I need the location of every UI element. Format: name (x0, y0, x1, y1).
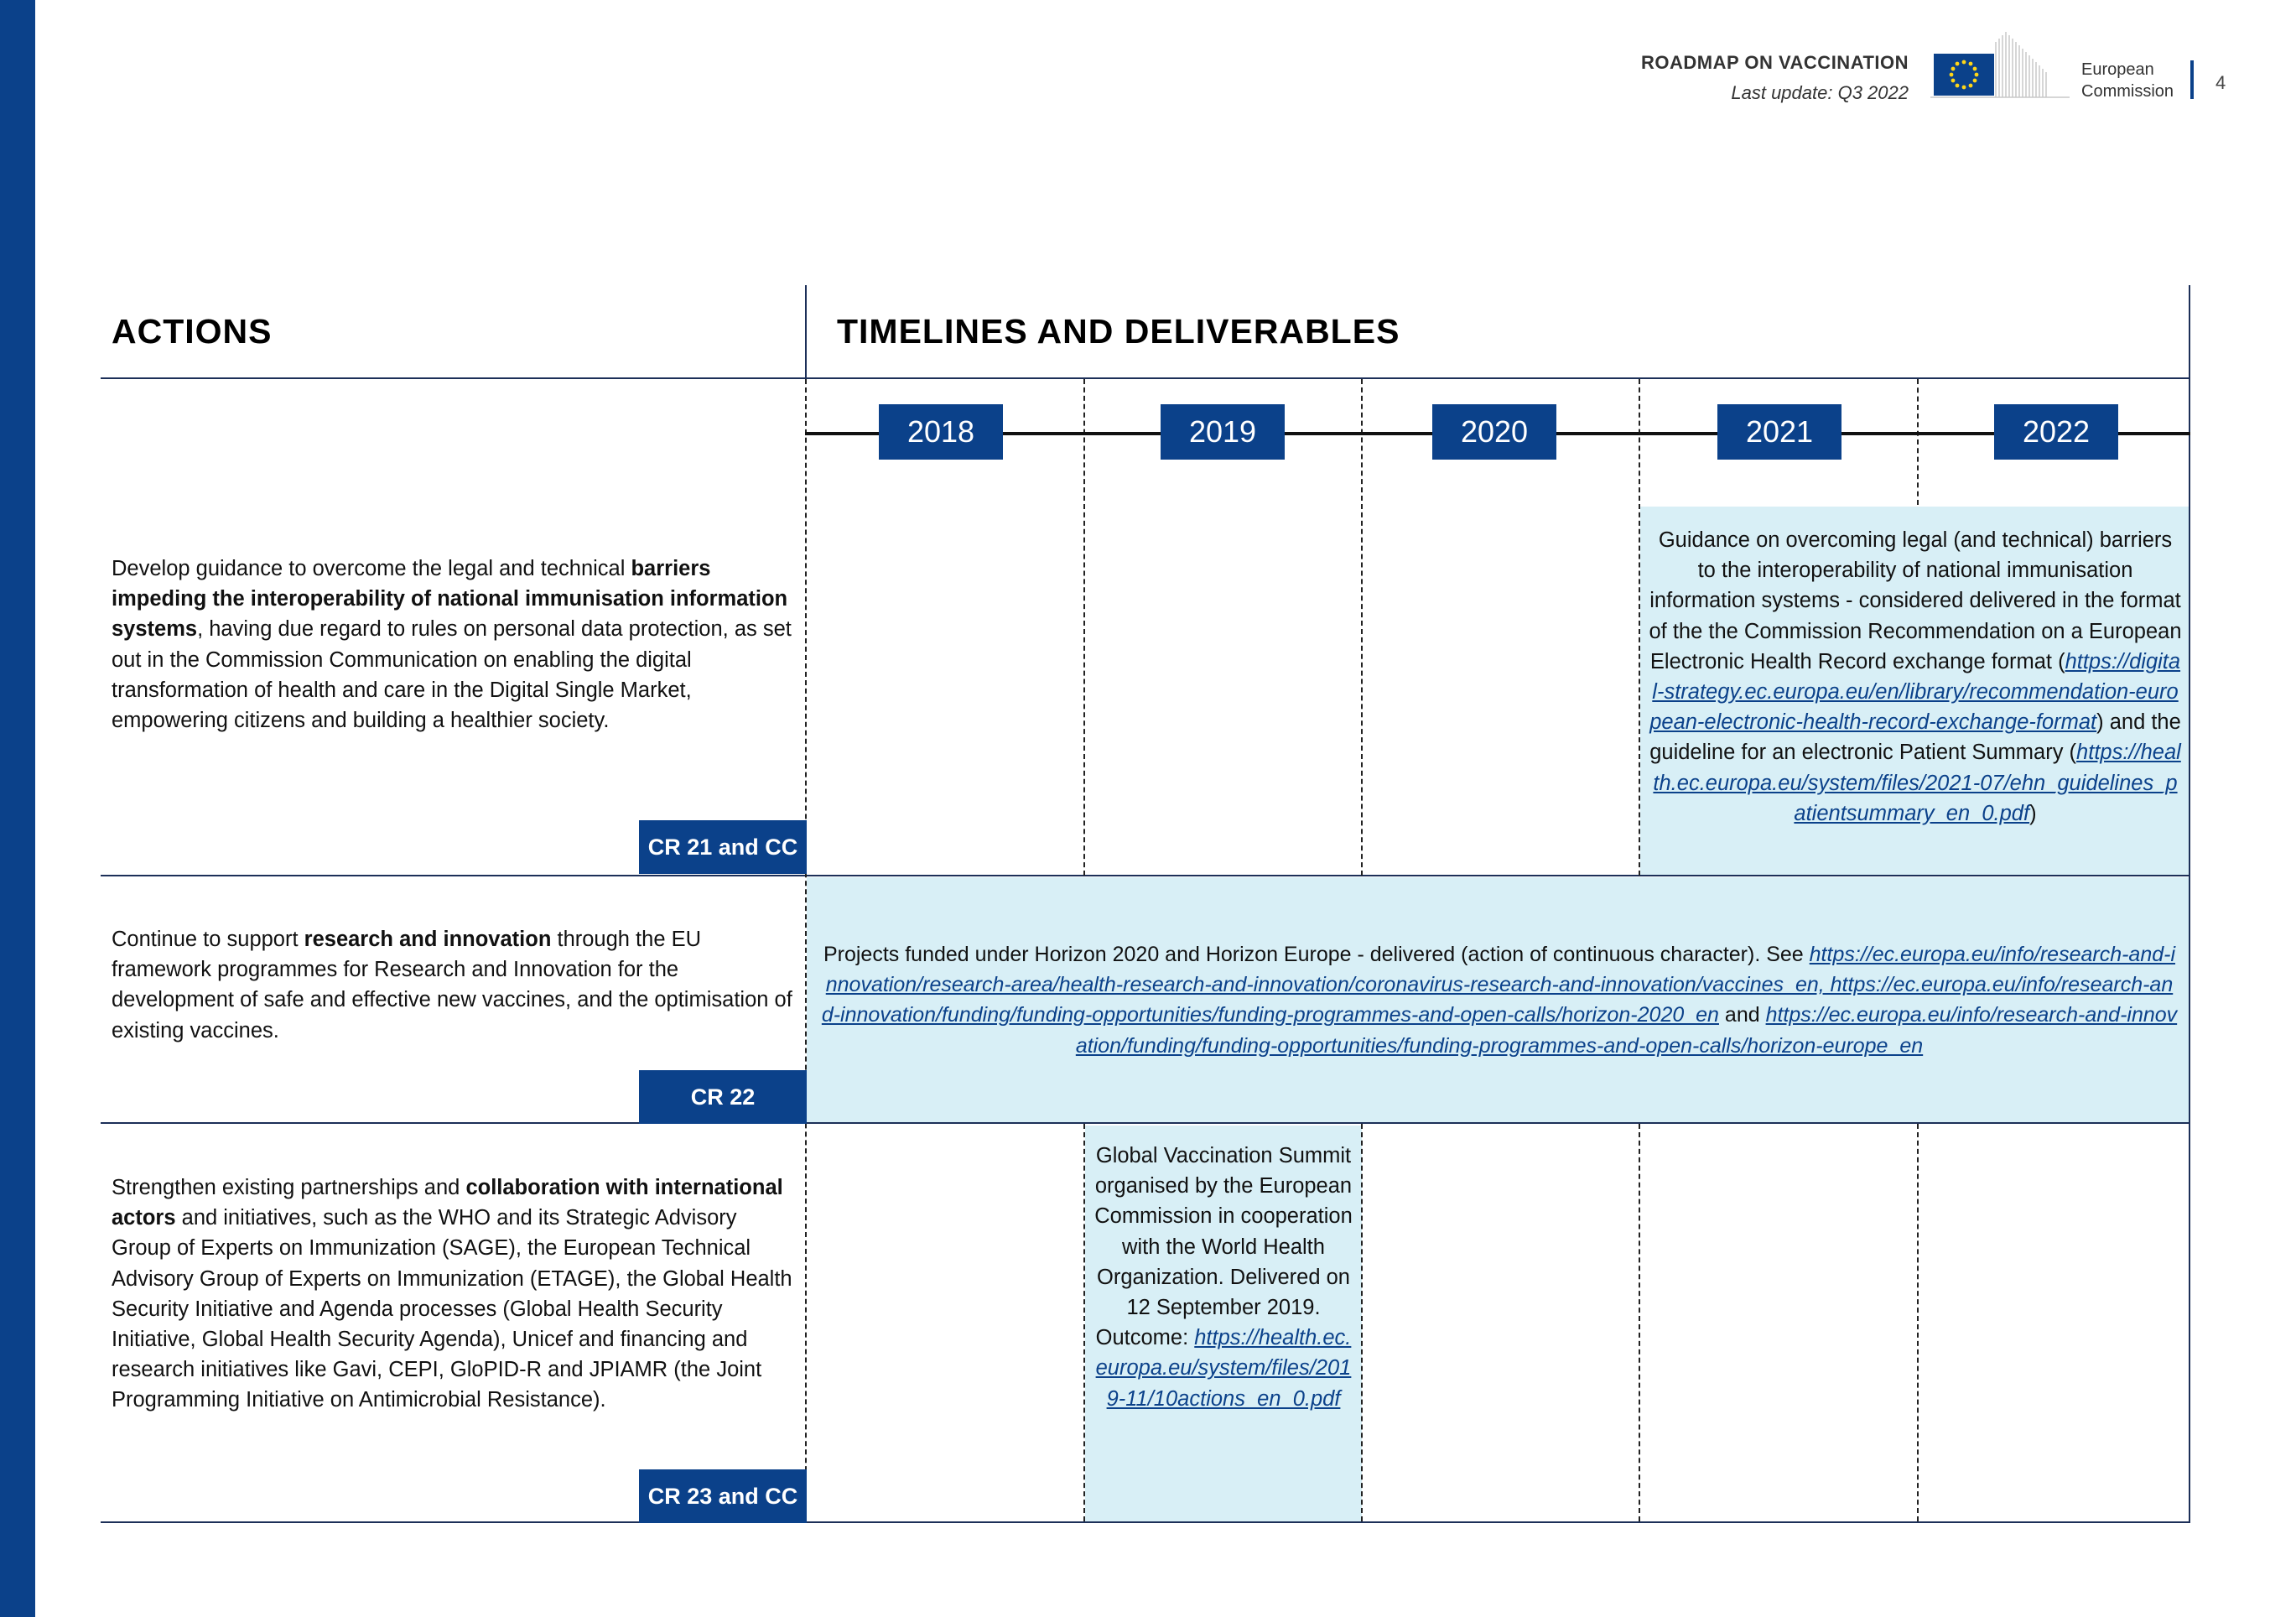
header-divider (2190, 60, 2194, 99)
year-label-2022: 2022 (1994, 404, 2118, 460)
year-divider (805, 379, 807, 1521)
table-bottom-border (101, 1521, 2190, 1523)
deliverable-link[interactable]: https://ec.europa.eu/info/research-and-innovation/funding/funding-opportunities/funding-programmes-and-open-calls/horizon-europe_en (1075, 1003, 2178, 1058)
year-divider (1639, 379, 1640, 876)
action-description-row2: Continue to support research and innovation through the EU framework programmes for Research and Innovation for the development of safe and effective new vaccines, and the optimisation of existing vaccines. (112, 928, 792, 1042)
year-label-2019: 2019 (1161, 404, 1285, 460)
page-number: 4 (2215, 72, 2226, 93)
left-brand-stripe (0, 0, 35, 1617)
year-divider (1083, 379, 1085, 876)
deliverable-text-row2: Projects funded under Horizon 2020 and Horizon Europe - delivered (action of continuous character). See https://ec.europa.eu/info/research-and-innovation/research-area/health-research-and-innovation/coronavirus-research-and-innovation/vaccines_en, https://ec.europa.eu/info/research-and-innovation/funding/funding-opportunities/funding-programmes-and-open-calls/horizon-2020_en and https://ec.europa.eu/info/research-and-innovation/funding/funding-opportunities/funding-programmes-and-open-calls/horizon-europe_en (821, 943, 2178, 1058)
deliverable-text-row3: Global Vaccination Summit organised by the European Commission in cooperation with the World Health Organization. Delivered on 12 September 2019. Outcome: https://health.ec.europa.eu/system/files/2019-11/10actions_en_0.pdf (1094, 1144, 1353, 1411)
deliverable-link[interactable]: https://digital-strategy.ec.europa.eu/en/library/recommendation-european-electronic-health-record-exchange-format (1649, 649, 2181, 735)
action-description-row3: Strengthen existing partnerships and collaboration with international actors and initiatives, such as the WHO and its Strategic Advisory Group of Experts on Immunization (SAGE), the European Technical Advisory Group of Experts on Immunization (ETAGE), the Global Health Security Initiative and Agenda processes (Global Health Security Initiative, Global Health Security Agenda), Unicef and financing and research initiatives like Gavi, CEPI, GloPID-R and JPIAMR (the Joint Programming Initiative on Antimicrobial Resistance). (112, 1176, 792, 1412)
year-divider (1639, 1124, 1640, 1521)
timelines-column-header: TIMELINES AND DELIVERABLES (837, 312, 1400, 351)
logo-wordmark: European Commission (2081, 60, 2174, 101)
deliverable-text-row1: Guidance on overcoming legal (and technical) barriers to the interoperability of national immunisation information systems - considered delivered in the format of the the Commission Recommendation on a European Electronic Health Record exchange format (https://digital-strategy.ec.europa.eu/en/library/recommendation-european-electronic-health-record-exchange-format) and the guideline for an electronic Patient Summary (https://health.ec.europa.eu/system/files/2021-07/ehn_guidelines_patientsummary_en_0.pdf) (1649, 528, 2182, 825)
cr-badge-row1: CR 21 and CC (639, 820, 807, 874)
year-label-2021: 2021 (1717, 404, 1841, 460)
year-divider (1361, 379, 1363, 876)
row-divider (101, 1122, 2190, 1124)
document-title: ROADMAP ON VACCINATION (1641, 52, 1909, 73)
deliverable-link[interactable]: https://ec.europa.eu/info/research-and-innovation/research-area/health-research-and-innovation/coronavirus-research-and-innovation/vaccines_en, https://ec.europa.eu/info/research-and-innovation/funding/funding-opportunities/funding-programmes-and-open-calls/horizon-2020_en (821, 943, 2176, 1027)
year-label-2020: 2020 (1432, 404, 1556, 460)
year-divider (1083, 1124, 1085, 1521)
cr-badge-row3: CR 23 and CC (639, 1469, 807, 1523)
row-divider (101, 875, 2190, 876)
header-underline (101, 377, 2190, 379)
actions-column-header: ACTIONS (112, 312, 273, 351)
eu-flag-logo-icon (1929, 27, 2071, 102)
cr-badge-row2: CR 22 (639, 1070, 807, 1124)
year-label-2018: 2018 (879, 404, 1003, 460)
year-divider (1917, 379, 1919, 505)
year-divider (1917, 1124, 1919, 1521)
header-divider-vertical (805, 285, 807, 379)
action-description-row1: Develop guidance to overcome the legal and technical barriers impeding the interoperability of national immunisation information systems, having due regard to rules on personal data protection, as set out in the Commission Communication on enabling the digital transformation of health and care in the Digital Single Market, empowering citizens and building a healthier society. (112, 557, 792, 733)
deliverable-link[interactable]: https://health.ec.europa.eu/system/files/2019-11/10actions_en_0.pdf (1095, 1326, 1352, 1411)
table-right-border (2189, 285, 2190, 1523)
year-divider (1361, 1124, 1363, 1521)
last-update: Last update: Q3 2022 (1731, 82, 1909, 103)
deliverable-link[interactable]: https://health.ec.europa.eu/system/files/2021-07/ehn_guidelines_patientsummary_en_0.pdf (1653, 741, 2181, 825)
